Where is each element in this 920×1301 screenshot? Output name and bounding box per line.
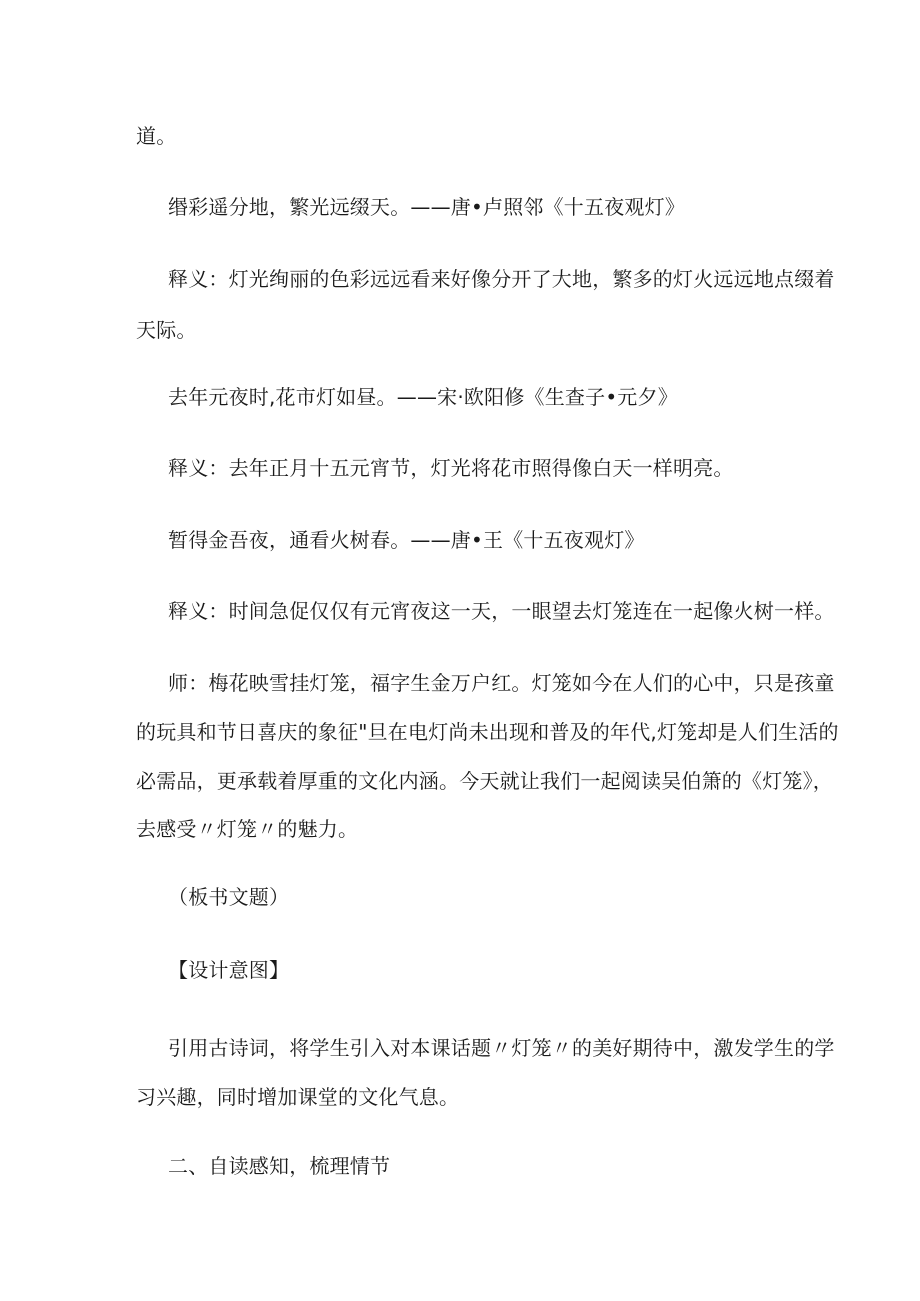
section-heading-2: 二、自读感知，梳理情节 bbox=[168, 1154, 391, 1178]
board-note: （板书文题） bbox=[168, 885, 290, 909]
design-intent-line-2: 习兴趣，同时增加课堂的文化气息。 bbox=[136, 1085, 460, 1109]
design-intent-heading: 【设计意图】 bbox=[168, 958, 290, 982]
teacher-paragraph-line-2: 的玩具和节日喜庆的象征"旦在电灯尚未出现和普及的年代,灯笼却是人们生活的 bbox=[136, 720, 839, 744]
text-line-continuation: 道。 bbox=[136, 124, 177, 148]
poem-line-ouyang-xiu: 去年元夜时,花市灯如昼。——宋·欧阳修《生查子•元夕》 bbox=[168, 385, 678, 409]
teacher-paragraph-line-4: 去感受〃灯笼〃的魅力。 bbox=[136, 817, 359, 841]
explanation-line-1-cont: 天际。 bbox=[136, 318, 197, 342]
explanation-line-2: 释义：去年正月十五元宵节，灯光将花市照得像白天一样明亮。 bbox=[168, 456, 734, 480]
teacher-paragraph-line-1: 师：梅花映雪挂灯笼，福字生金万户红。灯笼如今在人们的心中，只是孩童 bbox=[168, 671, 835, 695]
teacher-paragraph-line-3: 必需品，更承载着厚重的文化内涵。今天就让我们一起阅读吴伯箫的《灯笼》， bbox=[136, 769, 833, 793]
poem-line-lu-zhaolin: 缗彩遥分地，繁光远缀天。——唐•卢照邻《十五夜观灯》 bbox=[168, 195, 685, 219]
explanation-line-1: 释义：灯光绚丽的色彩远远看来好像分开了大地，繁多的灯火远远地点缀着 bbox=[168, 267, 835, 291]
explanation-line-3: 释义：时间急促仅仅有元宵夜这一天，一眼望去灯笼连在一起像火树一样。 bbox=[168, 599, 835, 623]
design-intent-line-1: 引用古诗词，将学生引入对本课话题〃灯笼〃的美好期待中，激发学生的学 bbox=[168, 1036, 835, 1060]
poem-line-wang: 暂得金吾夜，通看火树春。——唐•王《十五夜观灯》 bbox=[168, 528, 645, 552]
